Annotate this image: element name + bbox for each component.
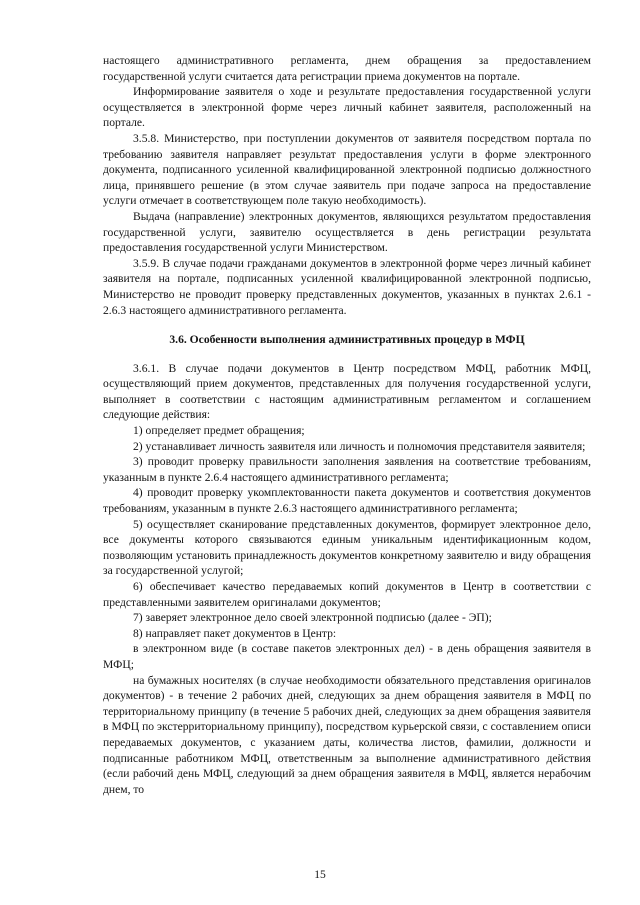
page-number: 15 xyxy=(314,868,326,881)
document-page xyxy=(103,53,591,797)
p-item-1: 1) определяет предмет обращения; xyxy=(133,424,305,438)
p-item-6: 6) обеспечивает качество передаваемых копий документов в Центр в соответствии с представленными заявителем оригиналами документов; xyxy=(103,580,591,609)
p-electronic: в электронном виде (в составе пакетов электронных дел) - в день обращения заявителя в МФЦ; xyxy=(103,642,591,671)
p-paper: на бумажных носителях (в случае необходимости обязательного представления оригиналов документов) - в течение 2 рабочих дней, следующих за днем обращения заявителя в МФЦ по территориальному принципу (в течение 5 рабочих дней, следующих за днем обращения заявителя в МФЦ по экстерриториальному принципу), посредством курьерской связи, с составлением описи передаваемых документов, с указанием даты, количества листов, фамилии, должности и подписанные работником МФЦ, ответственным за выполнение административного действия (если рабочий день МФЦ, следующий за днем обращения заявителя в МФЦ, является нерабочим днем, то xyxy=(103,673,591,796)
p-inform: Информирование заявителя о ходе и результате предоставления государственной услуги осуществляется в электронной форме через личный кабинет заявителя, расположенный на портале. xyxy=(103,85,591,130)
p-item-2: 2) устанавливает личность заявителя или личность и полномочия представителя заявителя; xyxy=(133,439,586,453)
p-vydacha: Выдача (направление) электронных документов, являющихся результатом предоставления государственной услуги, заявителю осуществляется в день регистрации результата предоставления государственной услуги Министерством. xyxy=(103,209,591,255)
section-3-6-body xyxy=(103,361,591,798)
p-item-4: 4) проводит проверку укомплектованности пакета документов и соответствия документов требованиям, указанным в пункте 2.6.3 настоящего административного регламента; xyxy=(103,486,591,516)
p-359: 3.5.9. В случае подачи гражданами документов в электронной форме через личный кабинет заявителя на портале, подписанных усиленной квалифицированной электронной подписью, Министерство не проводит проверку представленных документов, указанных в пунктах 2.6.1 - 2.6.3 настоящего административного регламента. xyxy=(103,256,591,317)
p-item-7: 7) заверяет электронное дело своей электронной подписью (далее - ЭП); xyxy=(133,611,492,625)
section-3-5-continuation xyxy=(103,53,591,318)
p-item-3: 3) проводит проверку правильности заполнения заявления на соответствие требованиям, указанным в пункте 2.6.4 настоящего административного регламента; xyxy=(103,455,591,484)
p-item-5: 5) осуществляет сканирование представленных документов, формирует электронное дело, все документы которого связываются единым уникальным идентификационным кодом, позволяющим установить принадлежность документов конкретному заявителю и виду обращения за государственной услугой; xyxy=(103,517,591,578)
p-cont-1: настоящего административного регламента, днем обращения за предоставлением государственной услуги считается дата регистрации приема документов на портале. xyxy=(103,54,591,83)
section-heading-3-6: 3.6. Особенности выполнения административных процедур в МФЦ xyxy=(169,333,525,347)
p-361: 3.6.1. В случае подачи документов в Центр посредством МФЦ, работник МФЦ, осуществляющий прием документов, представленных для получения государственной услуги, выполняет в соответствии с настоящим административным регламентом и соглашением следующие действия: xyxy=(103,361,591,422)
p-item-8: 8) направляет пакет документов в Центр: xyxy=(133,626,337,640)
p-358: 3.5.8. Министерство, при поступлении документов от заявителя посредством портала по требованию заявителя направляет результат предоставления услуги в форме электронного документа, подписанного усиленной квалифицированной электронной подписью должностного лица, принявшего решение (в этом случае заявитель при подаче запроса на предоставление услуги отмечает в соответствующем поле такую необходимость). xyxy=(103,131,591,208)
